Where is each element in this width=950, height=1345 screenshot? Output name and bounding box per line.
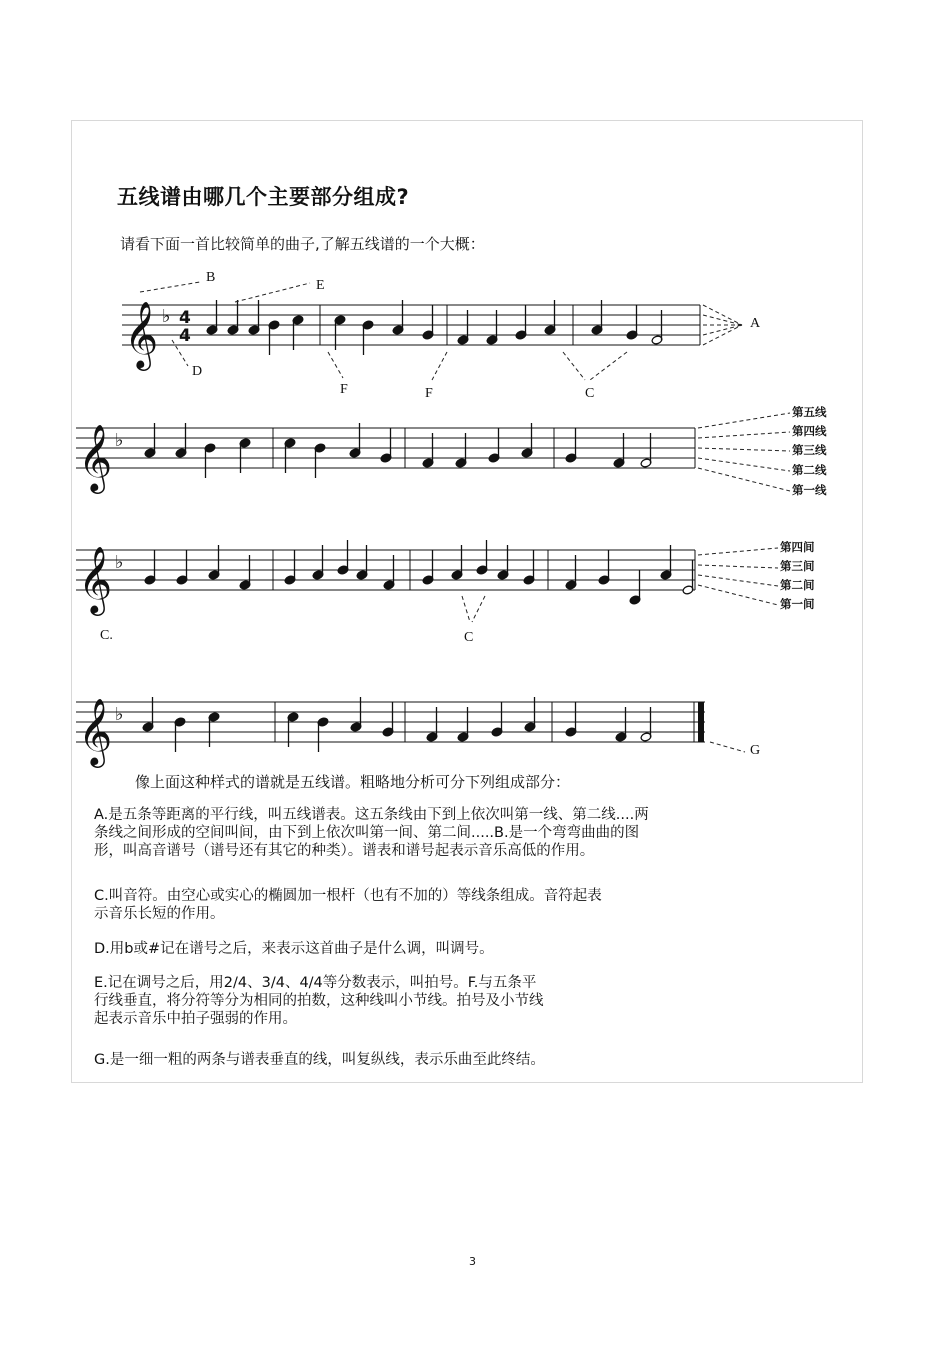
label-G: G (750, 743, 761, 758)
staff-row-1 (122, 305, 700, 345)
label-C-2: C (464, 630, 474, 645)
paragraph-D: D.用b或#记在谱号之后，来表示这首曲子是什么调，叫调号。 (94, 941, 494, 957)
staff-space-name: 第三间 (780, 559, 815, 573)
label-C-dot: C. (100, 628, 113, 643)
page-number: 3 (469, 1255, 476, 1268)
label-F-2: F (425, 386, 433, 401)
staff-line-name: 第四线 (792, 424, 827, 438)
staff-line-name: 第一线 (792, 483, 827, 497)
treble-clef-icon: 𝄞 (78, 545, 113, 613)
staff-line-name: 第五线 (792, 405, 827, 419)
staff-line-name: 第二线 (792, 463, 827, 477)
paragraph-G: G.是一细一粗的两条与谱表垂直的线，叫复纵线，表示乐曲至此终结。 (94, 1052, 545, 1068)
label-C-1: C (585, 386, 595, 401)
flat-icon: ♭ (162, 306, 171, 327)
label-A: A (750, 316, 761, 331)
paragraph-A-B: A.是五条等距离的平行线，叫五线谱表。这五条线由下到上依次叫第一线、第二线....两 条线之间形成的空间叫间，由下到上依次叫第一间、第二间.....B.是一个弯弯曲曲的图 形，叫高音谱号（谱号还有其它的种类）。谱表和谱号起表示音乐高低的作用。 (94, 807, 649, 859)
summary-text: 像上面这种样式的谱就是五线谱。粗略地分析可分下列组成部分： (135, 773, 571, 791)
label-D: D (192, 364, 203, 379)
staff-space-name: 第二间 (780, 578, 815, 592)
time-sig-bottom: 4 (179, 326, 191, 346)
staff-space-name: 第一间 (780, 597, 815, 611)
page-title: 五线谱由哪几个主要部分组成? (117, 185, 410, 209)
paragraph-E-F: E.记在调号之后，用2/4、3/4、4/4等分数表示，叫拍号。F.与五条平 行线垂直，将分符等分为相同的拍数，这种线叫小节线。拍号及小节线 起表示音乐中拍子强弱的作用。 (94, 975, 544, 1027)
flat-icon: ♭ (115, 430, 124, 451)
flat-icon: ♭ (115, 704, 124, 725)
treble-clef-icon: 𝄞 (124, 300, 159, 368)
treble-clef-icon: 𝄞 (78, 697, 113, 765)
staff-space-name: 第四间 (780, 540, 815, 554)
staff-line-name: 第三线 (792, 443, 827, 457)
treble-clef-icon: 𝄞 (78, 423, 113, 491)
staff-row-4 (76, 702, 705, 742)
label-F-1: F (340, 382, 348, 397)
paragraph-C: C.叫音符。由空心或实心的椭圆加一根杆（也有不加的）等线条组成。音符起表 示音乐长短的作用。 (94, 888, 602, 922)
intro-text: 请看下面一首比较简单的曲子,了解五线谱的一个大概： (120, 235, 485, 253)
time-sig-top: 4 (179, 308, 191, 328)
label-E: E (316, 278, 325, 293)
flat-icon: ♭ (115, 552, 124, 573)
final-barline (698, 702, 704, 742)
label-B: B (206, 270, 216, 285)
